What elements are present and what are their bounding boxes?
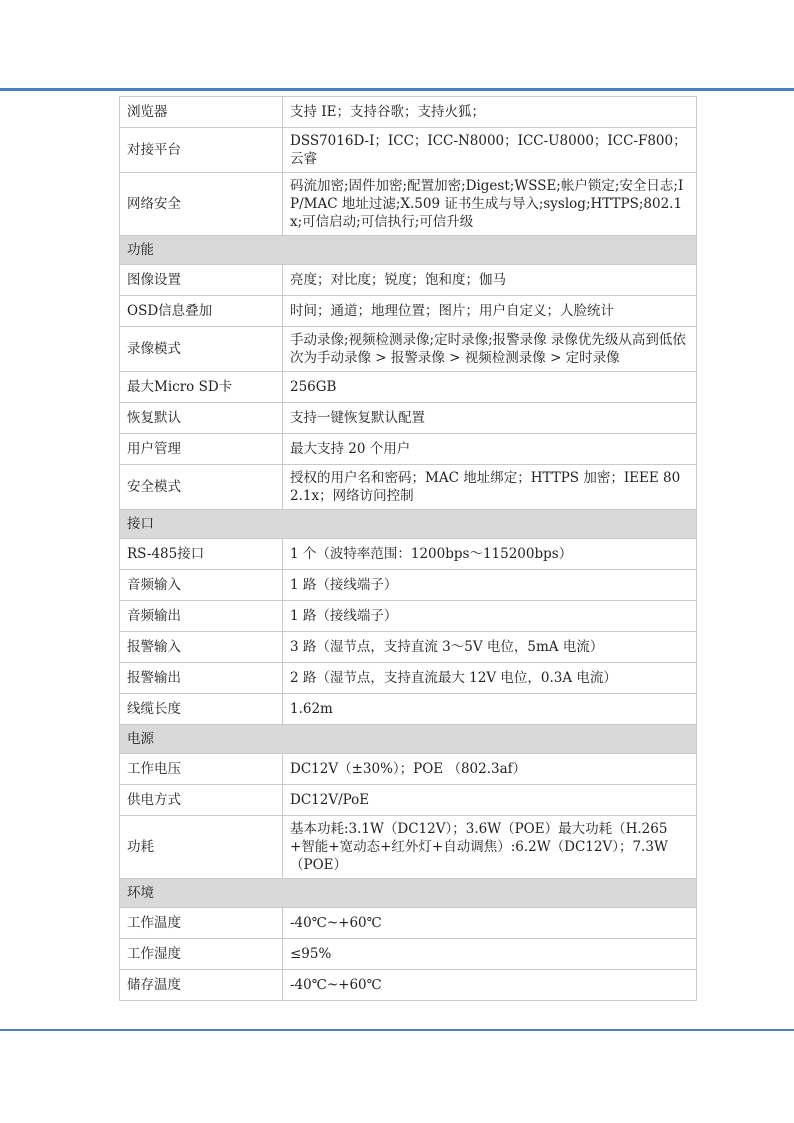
table-row	[120, 465, 697, 510]
row-value: 亮度；对比度；锐度；饱和度；伽马	[283, 265, 697, 296]
row-label: 音频输出	[120, 601, 283, 632]
table-row	[120, 601, 697, 632]
row-label: 线缆长度	[120, 694, 283, 725]
table-row	[120, 939, 697, 970]
row-label: OSD信息叠加	[120, 296, 283, 327]
spec-table	[119, 96, 697, 1001]
table-row	[120, 372, 697, 403]
row-value: 支持一键恢复默认配置	[283, 403, 697, 434]
row-label: 对接平台	[120, 128, 283, 173]
table-row	[120, 785, 697, 816]
row-value: 基本功耗:3.1W（DC12V）；3.6W（POE）最大功耗（H.265+智能+宽动态+红外灯+自动调焦）:6.2W（DC12V）；7.3W（POE）	[283, 816, 697, 879]
row-value: 3 路（湿节点，支持直流 3～5V 电位，5mA 电流）	[283, 632, 697, 663]
row-label: 浏览器	[120, 97, 283, 128]
row-value: 时间；通道；地理位置；图片；用户自定义；人脸统计	[283, 296, 697, 327]
row-label: 工作电压	[120, 754, 283, 785]
row-value: DC12V/PoE	[283, 785, 697, 816]
row-label: 用户管理	[120, 434, 283, 465]
table-row	[120, 570, 697, 601]
table-row	[120, 173, 697, 236]
row-label: 储存温度	[120, 970, 283, 1001]
section-header-power	[120, 725, 697, 754]
table-row	[120, 970, 697, 1001]
table-row	[120, 694, 697, 725]
row-value: 256GB	[283, 372, 697, 403]
row-label: 恢复默认	[120, 403, 283, 434]
row-label: 报警输出	[120, 663, 283, 694]
footer-rule	[0, 1029, 794, 1031]
row-value: DSS7016D-I；ICC；ICC-N8000；ICC-U8000；ICC-F800；云睿	[283, 128, 697, 173]
row-label: 录像模式	[120, 327, 283, 372]
row-value: 1 路（接线端子）	[283, 601, 697, 632]
row-value: 1.62m	[283, 694, 697, 725]
section-header-environment	[120, 879, 697, 908]
section-heading: 接口	[120, 510, 697, 539]
table-row	[120, 663, 697, 694]
row-value: DC12V（±30%）；POE （802.3af）	[283, 754, 697, 785]
row-label: 音频输入	[120, 570, 283, 601]
table-row	[120, 816, 697, 879]
row-value: 支持 IE；支持谷歌；支持火狐；	[283, 97, 697, 128]
row-value: -40℃~+60℃	[283, 908, 697, 939]
section-heading: 环境	[120, 879, 697, 908]
row-label: 安全模式	[120, 465, 283, 510]
table-row	[120, 128, 697, 173]
section-heading: 电源	[120, 725, 697, 754]
row-value: 1 个（波特率范围：1200bps～115200bps）	[283, 539, 697, 570]
table-row	[120, 539, 697, 570]
row-value: 码流加密;固件加密;配置加密;Digest;WSSE;帐户锁定;安全日志;IP/MAC 地址过滤;X.509 证书生成与导入;syslog;HTTPS;802.1x;可信启动;可信执行;可信升级	[283, 173, 697, 236]
row-label: 供电方式	[120, 785, 283, 816]
table-row	[120, 908, 697, 939]
row-label: 报警输入	[120, 632, 283, 663]
table-row	[120, 754, 697, 785]
table-row	[120, 434, 697, 465]
table-row	[120, 265, 697, 296]
header-rule	[0, 88, 794, 91]
section-header-function	[120, 236, 697, 265]
row-label: 功耗	[120, 816, 283, 879]
row-value: 2 路（湿节点，支持直流最大 12V 电位，0.3A 电流）	[283, 663, 697, 694]
section-header-interface	[120, 510, 697, 539]
table-row	[120, 296, 697, 327]
table-row	[120, 632, 697, 663]
table-row	[120, 327, 697, 372]
row-label: 图像设置	[120, 265, 283, 296]
row-value: ≤95%	[283, 939, 697, 970]
row-label: 网络安全	[120, 173, 283, 236]
row-value: 1 路（接线端子）	[283, 570, 697, 601]
table-row	[120, 403, 697, 434]
section-heading: 功能	[120, 236, 697, 265]
row-label: 最大Micro SD卡	[120, 372, 283, 403]
row-value: 手动录像;视频检测录像;定时录像;报警录像 录像优先级从高到低依次为手动录像 > 报警录像 > 视频检测录像 > 定时录像	[283, 327, 697, 372]
row-value: -40℃~+60℃	[283, 970, 697, 1001]
row-value: 最大支持 20 个用户	[283, 434, 697, 465]
row-label: 工作温度	[120, 908, 283, 939]
table-row	[120, 97, 697, 128]
row-label: RS-485接口	[120, 539, 283, 570]
row-label: 工作湿度	[120, 939, 283, 970]
row-value: 授权的用户名和密码；MAC 地址绑定；HTTPS 加密；IEEE 802.1x；网络访问控制	[283, 465, 697, 510]
